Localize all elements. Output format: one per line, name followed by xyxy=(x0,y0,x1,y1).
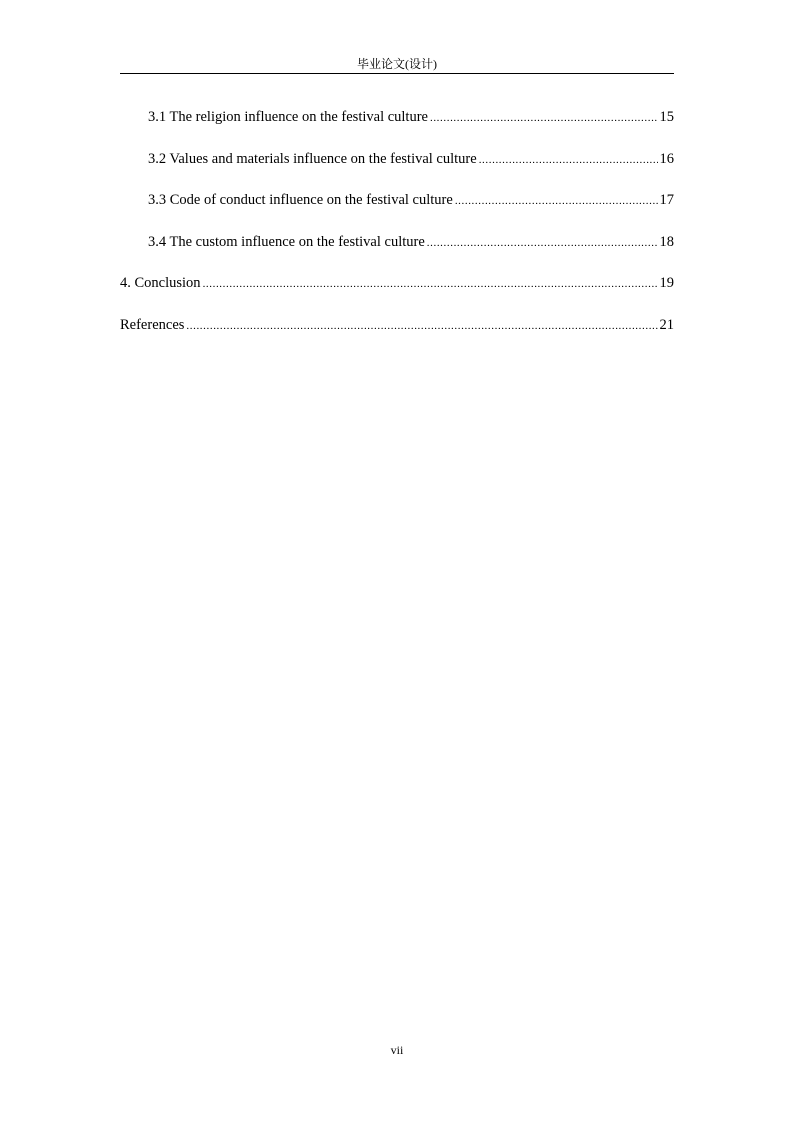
toc-entry-label: 3.2 Values and materials influence on the festival culture xyxy=(148,150,477,167)
toc-dot-leader xyxy=(455,191,658,211)
toc-entry-3-4[interactable] xyxy=(120,232,674,252)
toc-entry-label: 4. Conclusion xyxy=(120,275,201,292)
toc-entry-page: 15 xyxy=(659,109,674,125)
page-number: vii xyxy=(390,1043,404,1057)
toc-dot-leader xyxy=(430,108,658,128)
toc-entry-conclusion[interactable] xyxy=(120,273,674,293)
toc-entry-label: 3.3 Code of conduct influence on the festival culture xyxy=(148,192,453,209)
running-header: 毕业论文(设计) xyxy=(357,57,437,71)
toc-entry-page: 17 xyxy=(659,192,674,209)
toc-entry-page: 16 xyxy=(659,150,674,167)
toc-entry-page: 21 xyxy=(659,316,674,333)
header-rule xyxy=(120,73,674,74)
toc-entry-page: 18 xyxy=(659,233,674,250)
toc-entry-3-2[interactable] xyxy=(120,149,674,169)
toc-entry-label: 3.4 The custom influence on the festival culture xyxy=(148,233,425,250)
toc-entry-label: References xyxy=(120,316,185,333)
toc-entry-references[interactable] xyxy=(120,315,674,335)
table-of-contents xyxy=(120,107,674,357)
toc-dot-leader xyxy=(186,316,657,336)
toc-dot-leader xyxy=(203,274,658,294)
toc-entry-label: 3.1 The religion influence on the festival culture xyxy=(148,109,428,125)
toc-entry-3-3[interactable] xyxy=(120,190,674,210)
toc-dot-leader xyxy=(427,233,658,253)
toc-entry-3-1[interactable] xyxy=(120,107,674,127)
toc-dot-leader xyxy=(479,150,658,170)
toc-entry-page: 19 xyxy=(659,275,674,292)
